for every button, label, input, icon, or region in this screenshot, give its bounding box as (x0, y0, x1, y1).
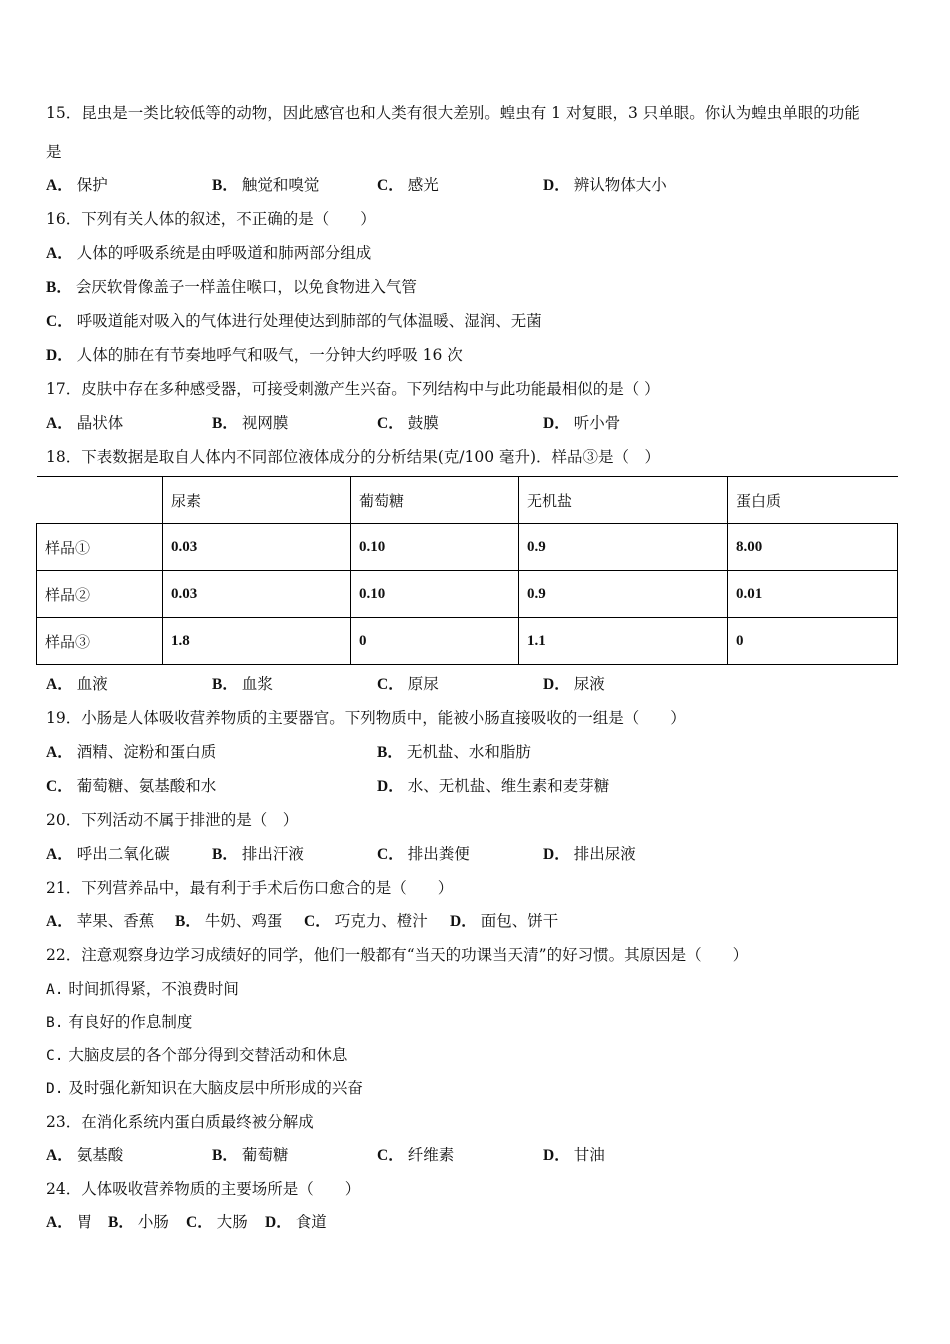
q22-option-c[interactable]: C. 大脑皮层的各个部分得到交替活动和休息 (46, 1046, 348, 1064)
q18-option-a[interactable]: A． 血液 (46, 675, 108, 693)
table-header-cell (37, 477, 163, 524)
table-header-cell: 尿素 (163, 477, 351, 524)
q23-stem: 23．在消化系统内蛋白质最终被分解成 (46, 1113, 314, 1131)
table-cell: 0.03 (163, 571, 351, 618)
q19-option-a[interactable]: A． 酒精、淀粉和蛋白质 (46, 743, 217, 761)
q23-option-b[interactable]: B． 葡萄糖 (212, 1146, 289, 1164)
q17-option-b[interactable]: B． 视网膜 (212, 414, 289, 432)
q20-option-c[interactable]: C． 排出粪便 (377, 845, 470, 863)
q16-option-a[interactable]: A． 人体的呼吸系统是由呼吸道和肺两部分组成 (46, 244, 372, 262)
q21-option-c[interactable]: C． 巧克力、橙汁 (304, 912, 428, 930)
q17-option-d[interactable]: D． 听小骨 (543, 414, 621, 432)
q21-stem: 21．下列营养品中，最有利于手术后伤口愈合的是（ ） (46, 879, 454, 897)
q20-option-b[interactable]: B． 排出汗液 (212, 845, 304, 863)
q21-option-a[interactable]: A． 苹果、香蕉 (46, 912, 155, 930)
q15-stem-cont: 是 (46, 143, 62, 161)
q20-stem: 20．下列活动不属于排泄的是（ ） (46, 811, 299, 829)
q22-stem: 22．注意观察身边学习成绩好的同学，他们一般都有“当天的功课当天清”的好习惯。其原因是（ ） (46, 946, 749, 964)
q19-option-c[interactable]: C． 葡萄糖、氨基酸和水 (46, 777, 217, 795)
table-cell: 1.1 (519, 618, 728, 665)
q24-option-a[interactable]: A． 胃 (46, 1213, 93, 1231)
table-header-cell: 无机盐 (519, 477, 728, 524)
q16-option-c[interactable]: C． 呼吸道能对吸入的气体进行处理使达到肺部的气体温暖、湿润、无菌 (46, 312, 542, 330)
table-row (37, 524, 898, 571)
q24-option-b[interactable]: B． 小肠 (108, 1213, 169, 1231)
table-cell: 0.9 (519, 524, 728, 571)
table-cell: 8.00 (728, 524, 898, 571)
q18-option-d[interactable]: D． 尿液 (543, 675, 605, 693)
q22-option-d[interactable]: D. 及时强化新知识在大脑皮层中所形成的兴奋 (46, 1079, 363, 1097)
table-cell: 0.10 (351, 524, 519, 571)
table-cell: 0.01 (728, 571, 898, 618)
q23-option-c[interactable]: C． 纤维素 (377, 1146, 455, 1164)
table-cell: 0 (728, 618, 898, 665)
q24-stem: 24．人体吸收营养物质的主要场所是（ ） (46, 1180, 361, 1198)
q15-option-a[interactable]: A． 保护 (46, 176, 108, 194)
q21-option-d[interactable]: D． 面包、饼干 (450, 912, 559, 930)
table-cell: 样品② (37, 571, 163, 618)
q18-option-c[interactable]: C． 原尿 (377, 675, 439, 693)
q23-option-d[interactable]: D． 甘油 (543, 1146, 605, 1164)
q21-option-b[interactable]: B． 牛奶、鸡蛋 (175, 912, 283, 930)
table-row (37, 571, 898, 618)
q24-option-c[interactable]: C． 大肠 (186, 1213, 248, 1231)
table-cell: 样品① (37, 524, 163, 571)
q18-option-b[interactable]: B． 血浆 (212, 675, 273, 693)
table-cell: 0.10 (351, 571, 519, 618)
q19-option-d[interactable]: D． 水、无机盐、维生素和麦芽糖 (377, 777, 610, 795)
q17-option-c[interactable]: C． 鼓膜 (377, 414, 439, 432)
q24-option-d[interactable]: D． 食道 (265, 1213, 327, 1231)
table-cell: 1.8 (163, 618, 351, 665)
q17-option-a[interactable]: A． 晶状体 (46, 414, 124, 432)
q22-option-a[interactable]: A. 时间抓得紧，不浪费时间 (46, 980, 239, 998)
q20-option-a[interactable]: A． 呼出二氧化碳 (46, 845, 170, 863)
q16-stem: 16．下列有关人体的叙述，不正确的是（ ） (46, 210, 376, 228)
q18-stem: 18．下表数据是取自人体内不同部位液体成分的分析结果(克/100 毫升)．样品③是（ ） (46, 448, 661, 466)
q19-stem: 19．小肠是人体吸收营养物质的主要器官。下列物质中，能被小肠直接吸收的一组是（ ） (46, 709, 686, 727)
q15-stem: 15．昆虫是一类比较低等的动物，因此感官也和人类有很大差别。蝗虫有 1 对复眼，3 只单眼。你认为蝗虫单眼的功能 (46, 104, 860, 122)
q17-stem: 17．皮肤中存在多种感受器，可接受刺激产生兴奋。下列结构中与此功能最相似的是（ ） (46, 380, 660, 398)
table-cell: 样品③ (37, 618, 163, 665)
table-header-row (37, 477, 898, 524)
table-cell: 0.03 (163, 524, 351, 571)
table-row (37, 618, 898, 665)
q15-option-b[interactable]: B． 触觉和嗅觉 (212, 176, 320, 194)
q18-data-table (36, 476, 898, 665)
q16-option-d[interactable]: D． 人体的肺在有节奏地呼气和吸气，一分钟大约呼吸 16 次 (46, 346, 463, 364)
q15-option-c[interactable]: C． 感光 (377, 176, 439, 194)
table-cell: 0.9 (519, 571, 728, 618)
table-header-cell: 蛋白质 (728, 477, 898, 524)
q19-option-b[interactable]: B． 无机盐、水和脂肪 (377, 743, 531, 761)
table-header-cell: 葡萄糖 (351, 477, 519, 524)
q20-option-d[interactable]: D． 排出尿液 (543, 845, 636, 863)
q15-option-d[interactable]: D． 辨认物体大小 (543, 176, 667, 194)
q23-option-a[interactable]: A． 氨基酸 (46, 1146, 124, 1164)
table-cell: 0 (351, 618, 519, 665)
q22-option-b[interactable]: B. 有良好的作息制度 (46, 1013, 193, 1031)
q16-option-b[interactable]: B． 会厌软骨像盖子一样盖住喉口，以免食物进入气管 (46, 278, 417, 296)
